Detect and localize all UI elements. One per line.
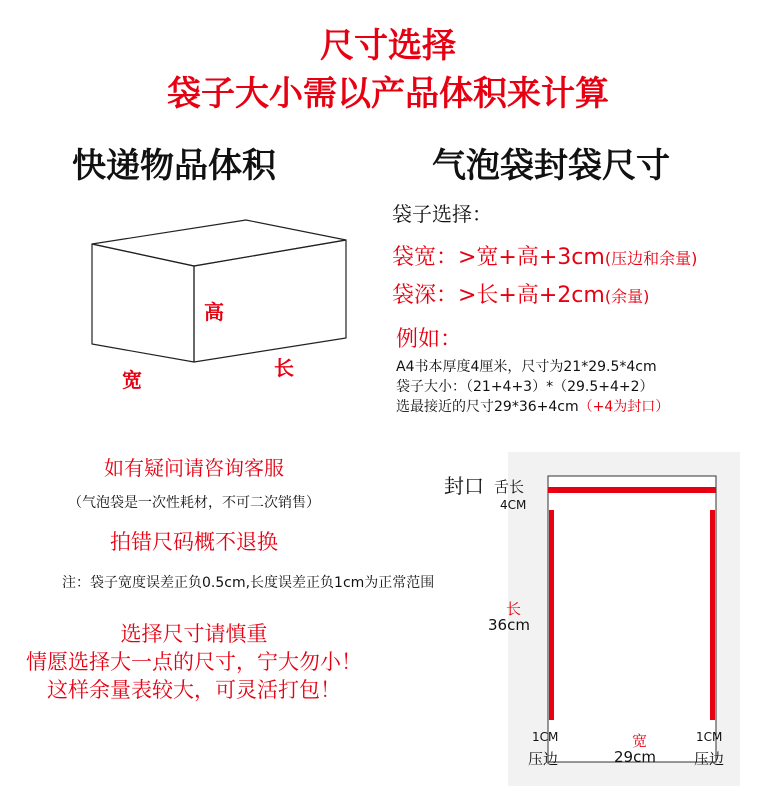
width-rule-main: 袋宽：>宽+高+3cm (392, 245, 605, 270)
page-subtitle: 袋子大小需以产品体积来计算 (167, 74, 609, 114)
left-edge-label: 压边 (528, 750, 559, 768)
example-heading: 例如： (396, 327, 463, 352)
width-rule-note: (压边和余量) (604, 249, 698, 268)
consumable-notice: （气泡袋是一次性耗材，不可二次销售） (68, 495, 320, 511)
advice-line-2: 这样余量表较大，可灵活打包！ (47, 678, 341, 702)
left-edge-size: 1CM (532, 730, 559, 744)
right-section-heading: 气泡袋封袋尺寸 (432, 146, 670, 186)
box-length-label: 长 (274, 356, 294, 380)
page-title: 尺寸选择 (320, 26, 456, 66)
left-section-heading: 快递物品体积 (72, 146, 276, 186)
seal-label: 封口 (444, 474, 484, 498)
bag-length-value: 36cm (488, 616, 530, 634)
depth-rule (392, 278, 649, 309)
careful-notice: 选择尺寸请慎重 (120, 622, 268, 646)
flap-label: 舌长 (494, 478, 525, 496)
bag-width-label: 宽 (632, 732, 648, 750)
box-height-label: 高 (204, 300, 224, 324)
depth-rule-note: (余量) (604, 287, 650, 306)
right-edge-label: 压边 (694, 750, 725, 768)
example-line-3-note: （+4为封口） (578, 399, 670, 415)
advice-line-1: 情愿选择大一点的尺寸，宁大勿小！ (26, 650, 362, 674)
right-edge-size: 1CM (696, 730, 723, 744)
contact-notice: 如有疑问请咨询客服 (104, 456, 284, 480)
example-line-1: A4书本厚度4厘米，尺寸为21*29.5*4cm (396, 359, 657, 375)
example-line-3-main: 选最接近的尺寸29*36+4cm (396, 399, 579, 415)
width-rule (392, 240, 697, 271)
box-illustration (84, 210, 354, 370)
no-return-notice: 拍错尺码概不退换 (110, 530, 278, 554)
flap-size: 4CM (500, 498, 527, 512)
selection-intro: 袋子选择： (392, 202, 492, 226)
example-line-3 (396, 396, 669, 416)
example-line-2: 袋子大小：（21+4+3）*（29.5+4+2） (396, 379, 654, 395)
tolerance-note: 注：袋子宽度误差正负0.5cm,长度误差正负1cm为正常范围 (62, 575, 435, 591)
bag-length-label: 长 (506, 600, 522, 618)
depth-rule-main: 袋深：>长+高+2cm (392, 283, 605, 308)
bag-width-value: 29cm (614, 748, 656, 766)
box-width-label: 宽 (122, 368, 142, 392)
